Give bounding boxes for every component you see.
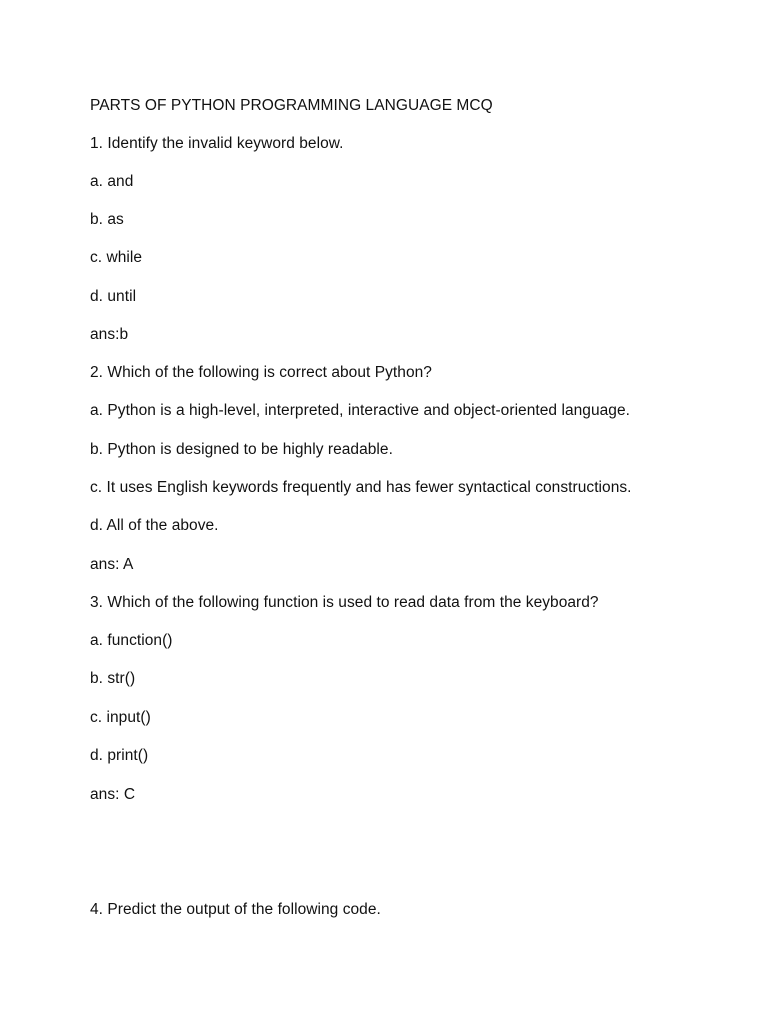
question-2: 2. Which of the following is correct about Python?: [90, 364, 432, 381]
q1-answer: ans:b: [90, 326, 129, 343]
q2-option-d: d. All of the above.: [90, 517, 219, 534]
question-1: 1. Identify the invalid keyword below.: [90, 135, 344, 152]
q1-option-b: b. as: [90, 211, 124, 228]
q1-option-a: a. and: [90, 173, 134, 190]
q3-option-b: b. str(): [90, 670, 136, 687]
q2-option-a: a. Python is a high-level, interpreted, interactive and object-oriented language.: [90, 402, 630, 419]
question-4: 4. Predict the output of the following code.: [90, 901, 381, 918]
q2-option-c: c. It uses English keywords frequently and has fewer syntactical constructions.: [90, 479, 632, 496]
q1-option-c: c. while: [90, 249, 143, 266]
document-title: PARTS OF PYTHON PROGRAMMING LANGUAGE MCQ: [90, 97, 493, 114]
q3-option-a: a. function(): [90, 632, 173, 649]
q3-option-c: c. input(): [90, 709, 151, 726]
q3-answer: ans: C: [90, 786, 136, 803]
q3-option-d: d. print(): [90, 747, 149, 764]
q2-option-b: b. Python is designed to be highly readable.: [90, 441, 393, 458]
question-3: 3. Which of the following function is used to read data from the keyboard?: [90, 594, 599, 611]
q1-option-d: d. until: [90, 288, 137, 305]
q2-answer: ans: A: [90, 556, 134, 573]
